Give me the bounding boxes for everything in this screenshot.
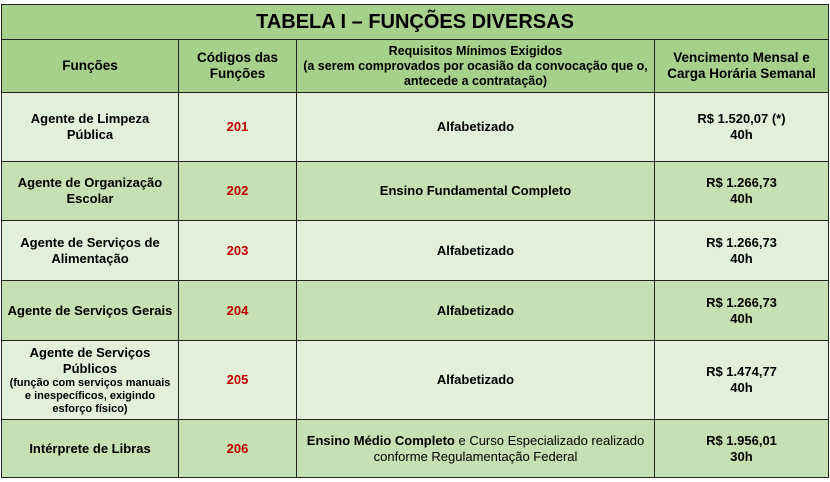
- table-row: [2, 281, 829, 341]
- hours-value: 40h: [730, 250, 753, 266]
- salary-value: R$ 1.266,73: [706, 294, 777, 310]
- header-funcoes: Funções: [2, 40, 179, 93]
- cell-codigo: 206: [179, 420, 297, 478]
- cell-codigo: 201: [179, 93, 297, 162]
- cell-vencimento: [655, 420, 829, 478]
- cell-requisito: Alfabetizado: [297, 221, 655, 281]
- funcao-note: (função com serviços manuais e inespecíficos, exigindo esforço físico): [9, 376, 171, 415]
- requisito-bold: Ensino Médio Completo: [306, 432, 455, 448]
- table-row: [2, 93, 829, 162]
- salary-value: R$ 1.266,73: [706, 175, 777, 190]
- cell-vencimento: [655, 281, 829, 341]
- cell-vencimento: [655, 162, 829, 221]
- cell-funcao: Agente de Serviços Gerais: [2, 281, 179, 341]
- table-title: TABELA I – FUNÇÕES DIVERSAS: [2, 5, 829, 40]
- salary-value: R$ 1.956,01: [706, 432, 777, 448]
- table-row: [2, 162, 829, 221]
- header-requisitos-note: (a serem comprovados por ocasião da convocação que o, antecede a contratação): [303, 58, 648, 88]
- hours-value: 40h: [730, 380, 753, 395]
- hours-value: 40h: [730, 191, 753, 206]
- funcao-name: Agente de Serviços Públicos: [29, 344, 151, 376]
- cell-funcao: Intérprete de Libras: [2, 420, 179, 478]
- cell-codigo: 204: [179, 281, 297, 341]
- header-requisitos: [297, 40, 655, 93]
- cell-requisito: Ensino Fundamental Completo: [297, 162, 655, 221]
- cell-requisito: [297, 420, 655, 478]
- cell-funcao: [2, 341, 179, 420]
- salary-value: R$ 1.266,73: [706, 234, 777, 250]
- header-requisitos-title: Requisitos Mínimos Exigidos: [388, 43, 563, 58]
- table-title-row: [2, 5, 829, 40]
- cell-codigo: 205: [179, 341, 297, 420]
- cell-vencimento: [655, 341, 829, 420]
- header-vencimento: Vencimento Mensal e Carga Horária Semanal: [655, 40, 829, 93]
- cell-requisito: Alfabetizado: [297, 93, 655, 162]
- cell-vencimento: [655, 93, 829, 162]
- functions-table: [1, 4, 829, 478]
- requisito-rest: e Curso Especializado realizado conforme Regulamentação Federal: [373, 432, 645, 464]
- hours-value: 40h: [730, 127, 753, 142]
- cell-funcao: Agente de Organização Escolar: [2, 162, 179, 221]
- cell-codigo: 203: [179, 221, 297, 281]
- table-row: [2, 420, 829, 478]
- cell-vencimento: [655, 221, 829, 281]
- hours-value: 30h: [730, 448, 753, 464]
- cell-funcao: Agente de Limpeza Pública: [2, 93, 179, 162]
- hours-value: 40h: [730, 310, 753, 326]
- table-row: [2, 341, 829, 420]
- cell-codigo: 202: [179, 162, 297, 221]
- cell-requisito: Alfabetizado: [297, 281, 655, 341]
- salary-value: R$ 1.474,77: [706, 364, 777, 379]
- table-header-row: [2, 40, 829, 93]
- cell-requisito: Alfabetizado: [297, 341, 655, 420]
- header-codigos: Códigos das Funções: [179, 40, 297, 93]
- salary-value: R$ 1.520,07 (*): [697, 111, 786, 126]
- cell-funcao: Agente de Serviços de Alimentação: [2, 221, 179, 281]
- table-row: [2, 221, 829, 281]
